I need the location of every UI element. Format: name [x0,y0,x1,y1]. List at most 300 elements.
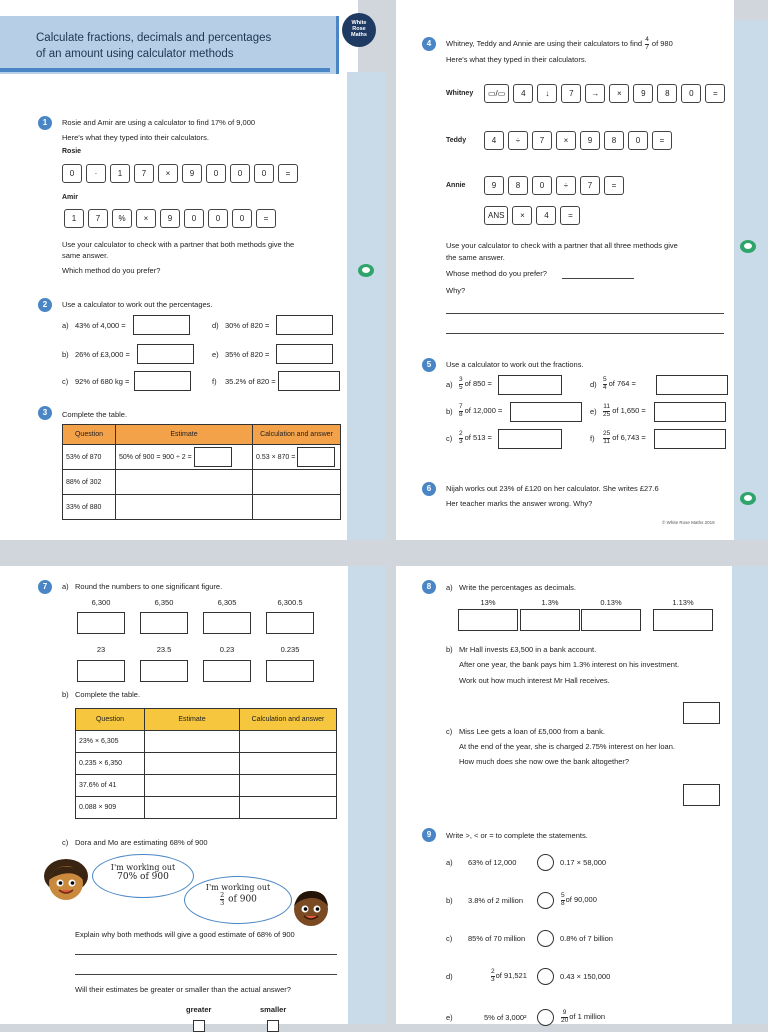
table-cell[interactable] [253,445,341,470]
table-row [76,753,337,775]
answer-box[interactable] [654,429,726,449]
calculator-label-whitney: Whitney [446,90,474,97]
answer-box[interactable] [77,660,125,682]
question-text: Explain why both methods will give a good estimate of 68% of 900 [75,930,295,939]
answer-box[interactable] [203,660,251,682]
worksheet-page-3 [0,566,348,1024]
numerator: 4 [645,36,649,43]
calculator-key: = [652,131,672,150]
fraction [459,377,463,391]
question-text [602,377,636,391]
number-label: 23.5 [156,645,172,654]
comparison-circle[interactable] [537,892,554,909]
part-label: b) [446,645,453,654]
calculator-key: 7 [134,164,154,183]
text: of 12,000 = [464,405,503,415]
page-4-margin-strip [732,566,768,1024]
question-number: 7 [38,580,52,594]
comparison-left [468,934,525,943]
answer-box[interactable] [266,612,314,634]
denominator: 8 [459,410,463,418]
question-number: 2 [38,298,52,312]
text: 0.17 × 58,000 [560,858,607,867]
comparison-right [560,893,597,907]
comparison-circle[interactable] [537,1009,554,1026]
table-cell[interactable] [116,495,253,520]
calculator-key: ÷ [508,131,528,150]
fraction [491,969,495,983]
calculator-key: 7 [580,176,600,195]
discussion-icon [358,264,374,277]
table-cell[interactable] [240,775,337,797]
table-cell[interactable] [116,470,253,495]
prompt-text: Why? [446,286,466,295]
percentage-label: 0.13% [600,598,622,607]
number-label: 23 [96,645,106,654]
answer-box[interactable] [520,609,580,631]
answer-box[interactable] [498,375,562,395]
part-label: c) [62,838,69,847]
answer-box[interactable] [278,371,340,391]
comparison-left [468,896,523,905]
question-text: Mr Hall invests £3,500 in a bank account. [459,645,597,654]
page-3-margin-strip [348,566,386,1024]
calculator-key: 4 [484,131,504,150]
number-label: 0.235 [280,645,300,654]
table-cell: 0.235 × 6,350 [76,753,145,775]
discussion-icon [740,240,756,253]
part-label: a) [446,380,453,389]
numerator: 3 [459,376,463,383]
numerator: 7 [459,403,463,410]
calculator-label-teddy: Teddy [446,137,467,144]
question-text [458,431,492,445]
page-2-margin-strip [734,20,768,540]
question-text [602,431,646,445]
answer-box[interactable] [653,609,713,631]
comparison-circle[interactable] [537,854,554,871]
rounding-table [75,708,337,819]
answer-box[interactable] [140,612,188,634]
text: of 1 million [569,1011,606,1021]
answer-box[interactable] [510,402,582,422]
question-number: 3 [38,406,52,420]
question-text [458,377,492,391]
calculator-key: = [705,84,725,103]
part-label: d) [446,972,453,981]
amir-key-sequence [64,209,276,228]
question-text: Use a calculator to work out the percentages. [62,300,213,309]
calculator-key: = [560,206,580,225]
question-text: Write >, < or = to complete the statements. [446,831,588,840]
question-text [458,404,502,418]
calculator-key: ÷ [556,176,576,195]
calculator-key: 9 [484,176,504,195]
table-cell: 23% × 6,305 [76,731,145,753]
table-row [76,731,337,753]
fraction [645,37,649,51]
calculator-key: ▭/▭ [484,84,509,103]
text: 5% of 3,000² [484,1013,527,1022]
question-text: 35.2% of 820 = [225,377,276,386]
numerator: 2 [459,430,463,437]
part-label: c) [446,434,453,443]
page-1-margin-strip [347,72,385,540]
question-text: 43% of 4,000 = [75,321,126,330]
table-row [63,470,341,495]
percentage-label: 13% [480,598,496,607]
calculator-key: × [512,206,532,225]
comparison-left [490,969,527,983]
option-greater: greater [186,1005,212,1014]
part-label: a) [446,583,453,592]
question-number: 5 [422,358,436,372]
fraction [459,431,463,445]
table-cell: 37.6% of 41 [76,775,145,797]
table-header: Calculation and answer [253,425,341,445]
table-cell[interactable] [240,731,337,753]
part-label: d) [590,380,597,389]
question-text: Complete the table. [75,690,141,699]
table-row [63,495,341,520]
numerator: 5 [561,892,565,899]
bubble-text: I'm working out [205,883,271,892]
text: Whitney, Teddy and Annie are using their calculators to find [446,38,643,48]
calculator-key: = [278,164,298,183]
answer-box[interactable] [137,344,194,364]
fraction [603,431,610,445]
text: of 513 = [464,432,492,442]
prompt-text: Which method do you prefer? [62,266,161,275]
answer-box[interactable] [656,375,728,395]
greater-checkbox[interactable] [193,1020,205,1032]
text: 63% of 12,000 [468,858,517,867]
calculator-key: 9 [580,131,600,150]
denominator: 3 [459,437,463,445]
part-label: a) [446,858,453,867]
calculator-key: 7 [532,131,552,150]
answer-box[interactable] [140,660,188,682]
page-title-line2: of an amount using calculator methods [36,48,234,60]
comparison-right [560,972,610,981]
answer-box[interactable] [276,344,333,364]
comparison-right [560,934,613,943]
answer-line[interactable] [446,333,724,334]
table-cell: 88% of 302 [63,470,116,495]
numerator: 2 [220,891,225,899]
calculator-key: 4 [536,206,556,225]
estimate-table [62,424,341,520]
answer-box[interactable] [654,402,726,422]
table-cell[interactable] [240,797,337,819]
answer-box[interactable] [458,609,518,631]
calculator-key: 4 [513,84,533,103]
text: of 850 = [464,378,492,388]
answer-box[interactable] [683,702,720,724]
question-text: Use a calculator to work out the fractions. [446,360,584,369]
answer-line[interactable] [562,278,634,279]
cell-text: 50% of 900 = 900 ÷ 2 = [119,453,192,461]
number-label: 0.23 [219,645,235,654]
answer-box[interactable] [276,315,333,335]
number-label: 6,305 [217,598,237,607]
dora-speech-bubble [92,854,194,898]
text: of 90,000 [565,894,597,904]
numerator: 2 [491,968,495,975]
comparison-left [484,1013,527,1022]
whitney-key-sequence [484,84,725,103]
denominator: 3 [491,975,495,983]
question-text: 26% of £3,000 = [75,350,130,359]
question-text: Work out how much interest Mr Hall receives. [459,676,610,685]
question-text: Write the percentages as decimals. [459,583,577,592]
answer-box[interactable] [297,447,335,467]
part-label: f) [212,377,217,386]
calculator-key: 8 [657,84,677,103]
denominator: 11 [603,437,610,445]
worksheet-page-4 [396,566,732,1024]
calculator-key: 0 [254,164,274,183]
fraction [561,1010,568,1024]
question-text: Here's what they typed into their calculators. [62,133,209,142]
answer-box[interactable] [77,612,125,634]
question-text: 30% of 820 = [225,321,270,330]
calculator-key: × [158,164,178,183]
calculator-label-amir: Amir [62,194,78,201]
text: 0.8% of 7 billion [560,934,613,943]
table-header: Estimate [145,709,240,731]
numerator: 11 [603,403,610,410]
prompt-text: Whose method do you prefer? [446,269,547,278]
answer-box[interactable] [133,315,190,335]
question-text: Here's what they typed in their calculators. [446,55,587,64]
question-text [602,404,646,418]
instruction-text: the same answer. [446,253,505,262]
answer-box[interactable] [266,660,314,682]
part-label: e) [212,350,219,359]
part-label: f) [590,434,595,443]
calculator-key: = [256,209,276,228]
text: of 91,521 [495,970,527,980]
denominator: 3 [220,898,225,907]
question-number: 8 [422,580,436,594]
calculator-label-rosie: Rosie [62,148,82,155]
table-cell[interactable] [253,495,341,520]
number-label: 6,300 [91,598,111,607]
denominator: 7 [645,43,649,51]
question-text: 92% of 680 kg = [75,377,130,386]
calculator-label-annie: Annie [446,182,466,189]
table-cell[interactable] [145,753,240,775]
number-label: 6,300.5 [277,598,303,607]
numerator: 5 [603,376,607,383]
calculator-key: 8 [508,176,528,195]
text: of 900 [228,894,257,905]
part-label: e) [446,1013,453,1022]
answer-line[interactable] [446,313,724,314]
question-text: Complete the table. [62,410,128,419]
calculator-key: 0 [206,164,226,183]
comparison-circle[interactable] [537,968,554,985]
comparison-right [560,1010,605,1024]
table-header: Question [76,709,145,731]
fraction [561,893,565,907]
calculator-key: 0 [230,164,250,183]
part-label: b) [62,690,69,699]
comparison-circle[interactable] [537,930,554,947]
calculator-key: 1 [110,164,130,183]
question-text: Rosie and Amir are using a calculator to find 17% of 9,000 [62,118,256,127]
text: 85% of 70 million [468,934,526,943]
part-label: c) [446,727,453,736]
instruction-text: same answer. [62,251,109,260]
logo-text: White Rose Maths [351,20,367,38]
calculator-key: 7 [561,84,581,103]
mo-speech-bubble [184,876,292,924]
calculator-key: = [604,176,624,195]
table-cell: 0.088 × 909 [76,797,145,819]
part-label: c) [446,934,453,943]
text: 3.8% of 2 million [468,896,524,905]
calculator-key: × [136,209,156,228]
option-smaller: smaller [260,1005,287,1014]
fraction [220,892,224,906]
part-label: d) [212,321,219,330]
question-text [446,37,673,51]
fraction [603,377,607,391]
part-label: b) [446,407,453,416]
header-stripe [0,68,330,72]
calculator-key: 7 [88,209,108,228]
smaller-checkbox[interactable] [267,1020,279,1032]
calculator-key: 0 [532,176,552,195]
calculator-key: 1 [64,209,84,228]
calculator-key: · [86,164,106,183]
percentage-label: 1.3% [541,598,559,607]
question-text: Dora and Mo are estimating 68% of 900 [75,838,208,847]
question-number: 1 [38,116,52,130]
part-label: a) [62,582,69,591]
calculator-key: 9 [160,209,180,228]
answer-box[interactable] [498,429,562,449]
question-text: At the end of the year, she is charged 2.75% interest on her loan. [459,742,675,751]
discussion-icon [740,492,756,505]
instruction-text: Use your calculator to check with a partner that all three methods give [446,241,678,250]
bubble-text [185,892,291,906]
table-cell[interactable] [116,445,253,470]
calculator-key: 0 [208,209,228,228]
table-cell: 53% of 870 [63,445,116,470]
cell-text: 0.53 × 870 = [256,453,296,461]
question-text: Her teacher marks the answer wrong. Why? [446,499,593,508]
calculator-key: 9 [633,84,653,103]
teddy-key-sequence [484,131,672,150]
worksheet-page-1 [0,0,367,540]
annie-key-sequence [484,176,624,195]
question-text: Will their estimates be greater or smaller than the actual answer? [75,985,291,994]
question-number: 4 [422,37,436,51]
text: of 764 = [608,378,636,388]
answer-box[interactable] [134,371,191,391]
calculator-key: → [585,84,605,103]
calculator-key: ↓ [537,84,557,103]
answer-line[interactable] [75,954,337,955]
table-header: Estimate [116,425,253,445]
calculator-key: 0 [62,164,82,183]
rosie-key-sequence [62,164,298,183]
calculator-key: 0 [232,209,252,228]
answer-box[interactable] [683,784,720,806]
instruction-text: Use your calculator to check with a partner that both methods give the [62,240,295,249]
fraction [459,404,463,418]
table-cell[interactable] [253,470,341,495]
calculator-key: % [112,209,132,228]
denominator: 4 [603,383,607,391]
question-number: 9 [422,828,436,842]
text: of 6,743 = [612,432,646,442]
page-title: Calculate fractions, decimals and percentages [36,32,272,44]
question-text: Round the numbers to one significant figure. [75,582,223,591]
numerator: 9 [562,1009,567,1016]
text: of 1,650 = [612,405,646,415]
part-label: c) [62,377,69,386]
white-rose-logo [342,13,376,47]
part-label: b) [446,896,453,905]
fraction [603,404,610,418]
copyright-text: © White Rose Maths 2019 [662,520,715,525]
text: 0.43 × 150,000 [560,972,611,981]
bubble-text: I'm working out [110,863,176,872]
question-number: 6 [422,482,436,496]
annie-key-sequence-2 [484,206,580,225]
comparison-left [468,858,516,867]
calculator-key: 0 [184,209,204,228]
number-label: 6,350 [154,598,174,607]
answer-box[interactable] [203,612,251,634]
calculator-key: 0 [681,84,701,103]
table-cell[interactable] [145,775,240,797]
calculator-key: ANS [484,206,508,225]
denominator: 25 [603,410,611,418]
calculator-key: 8 [604,131,624,150]
answer-box[interactable] [581,609,641,631]
calculator-key: × [556,131,576,150]
table-row [76,797,337,819]
comparison-right [560,858,606,867]
calculator-key: 0 [628,131,648,150]
question-text: How much does she now owe the bank altogether? [459,757,630,766]
answer-line[interactable] [75,974,337,975]
table-header: Question [63,425,116,445]
table-cell[interactable] [145,731,240,753]
table-cell[interactable] [145,797,240,819]
part-label: b) [62,350,69,359]
table-cell[interactable] [240,753,337,775]
dora-character [40,854,92,906]
denominator: 5 [459,383,463,391]
table-row [63,445,341,470]
calculator-key: 9 [182,164,202,183]
denominator: 20 [561,1016,569,1024]
numerator: 25 [603,430,611,437]
table-header: Calculation and answer [240,709,337,731]
part-label: e) [590,407,597,416]
mo-character [288,884,334,930]
question-text: 35% of 820 = [225,350,270,359]
question-text: Miss Lee gets a loan of £5,000 from a bank. [459,727,605,736]
answer-box[interactable] [194,447,232,467]
table-row [76,775,337,797]
